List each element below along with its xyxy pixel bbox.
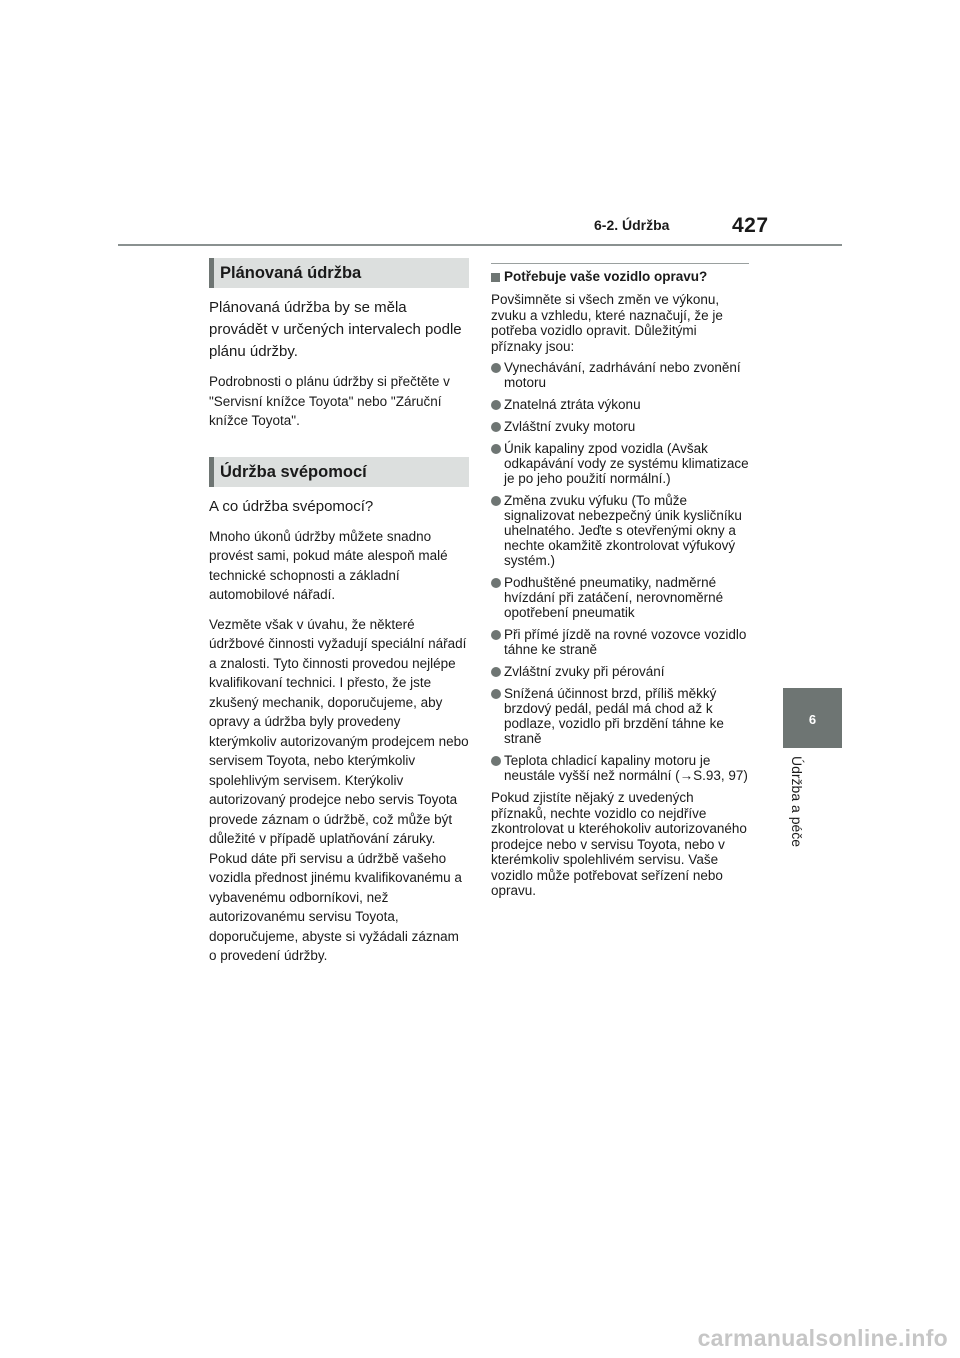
watermark: carmanualsonline.info [697,1325,948,1351]
list-item-text: Únik kapaliny zpod vozidla (Avšak odkapávání vody ze systému klimatizace je po jeho použití normální.) [504,441,749,486]
list-item-text: Vynechávání, zadrhávání nebo zvonění motoru [504,360,741,390]
round-bullet-icon [491,578,501,588]
list-item [491,419,749,434]
page-number: 427 [732,214,769,237]
square-bullet-icon [491,273,500,282]
section2-lead: A co údržba svépomocí? [209,497,374,515]
subheading [491,268,749,286]
list-item [491,686,749,746]
list-item-text: Teplota chladicí kapaliny motoru je neustále vyšší než normální (→S.93, 97) [504,753,748,783]
list-item [491,627,749,657]
chapter-tab[interactable] [783,688,842,748]
spacer [209,441,469,457]
list-item-text: Změna zvuku výfuku (To může signalizovat nebezpečný únik kysličníku uhelnatého. Jeďte s otevřenými okny a nechte okamžitě zkontrolovat výfukový systém.) [504,493,742,568]
list-item-text: Znatelná ztráta výkonu [504,397,641,412]
list-item-text: Snížená účinnost brzd, příliš měkký brzdový pedál, pedál má chod až k podlaze, vozidlo při brzdění táhne ke straně [504,686,724,746]
round-bullet-icon [491,630,501,640]
header-rule [118,244,842,246]
section-heading-self-maintenance: Údržba svépomocí [209,457,469,487]
subheading-rule [491,263,749,264]
section1-lead: Plánovaná údržba by se měla provádět v určených intervalech podle plánu údržby. [209,299,462,360]
list-item [491,493,749,568]
closing-paragraph: Pokud zjistíte nějaký z uvedených příznaků, nechte vozidlo co nejdříve zkontrolovat u kteréhokoliv autorizovaného prodejce nebo v servisu Toyota, nebo v kterémkoliv spolehlivém servisu. Vaše vozidlo může potřebovat seřízení nebo opravu. [491,790,747,898]
list-item-text: Podhuštěné pneumatiky, nadměrné hvízdání při zatáčení, nerovnoměrné opotřebení pneumatik [504,575,724,620]
round-bullet-icon [491,363,501,373]
right-column [491,263,749,905]
round-bullet-icon [491,667,501,677]
list-item [491,397,749,412]
left-column [209,258,469,976]
list-item [491,753,749,783]
round-bullet-icon [491,422,501,432]
round-bullet-icon [491,444,501,454]
chapter-tab-number: 6 [808,712,817,727]
subheading-text: Potřebuje vaše vozidlo opravu? [504,269,708,284]
round-bullet-icon [491,756,501,766]
list-item [491,441,749,486]
round-bullet-icon [491,400,501,410]
section-heading-planned-maintenance: Plánovaná údržba [209,258,469,288]
round-bullet-icon [491,689,501,699]
list-item [491,664,749,679]
header-title: 6-2. Údržba [594,217,670,233]
round-bullet-icon [491,496,501,506]
list-item-text: Zvláštní zvuky při pérování [504,664,665,679]
section2-paragraph-2: Vezměte však v úvahu, že některé údržbové činnosti vyžadují speciální nářadí a znalosti. Tyto činnosti provedou nejlépe kvalifikovaní technici. I přesto, že jste zkušený mechanik, doporučujeme, aby opravy a údržba byly provedeny kterýmkoliv autorizovaným prodejcem nebo servisem Toyota, nebo kterýmkoliv spolehlivým servisem. Kterýkoliv autorizovaný prodejce nebo servis Toyota provede záznam o údržbě, což může být důležité v případě uplatňování záruky. Pokud dáte při servisu a údržbě vašeho vozidla přednost jinému kvalifikovanému a vybavenému odborníkovi, než autorizovanému servisu Toyota, doporučujeme, abyste si vyžádali záznam o provedení údržby. [209,616,469,963]
list-item [491,575,749,620]
list-item-text: Při přímé jízdě na rovné vozovce vozidlo táhne ke straně [504,627,747,657]
chapter-tab-label: Údržba a péče [789,756,805,848]
list-item-text: Zvláštní zvuky motoru [504,419,636,434]
section1-paragraph: Podrobnosti o plánu údržby si přečtěte v "Servisní knížce Toyota" nebo "Záruční knížce Toyota". [209,374,450,428]
section2-paragraph-1: Mnoho úkonů údržby můžete snadno provést sami, pokud máte alespoň malé technické schopnosti a základní automobilové nářadí. [209,528,448,602]
list-item [491,360,749,390]
intro-paragraph: Povšimněte si všech změn ve výkonu, zvuku a vzhledu, které naznačují, že je potřeba vozidlo opravit. Důležitými příznaky jsou: [491,292,723,354]
